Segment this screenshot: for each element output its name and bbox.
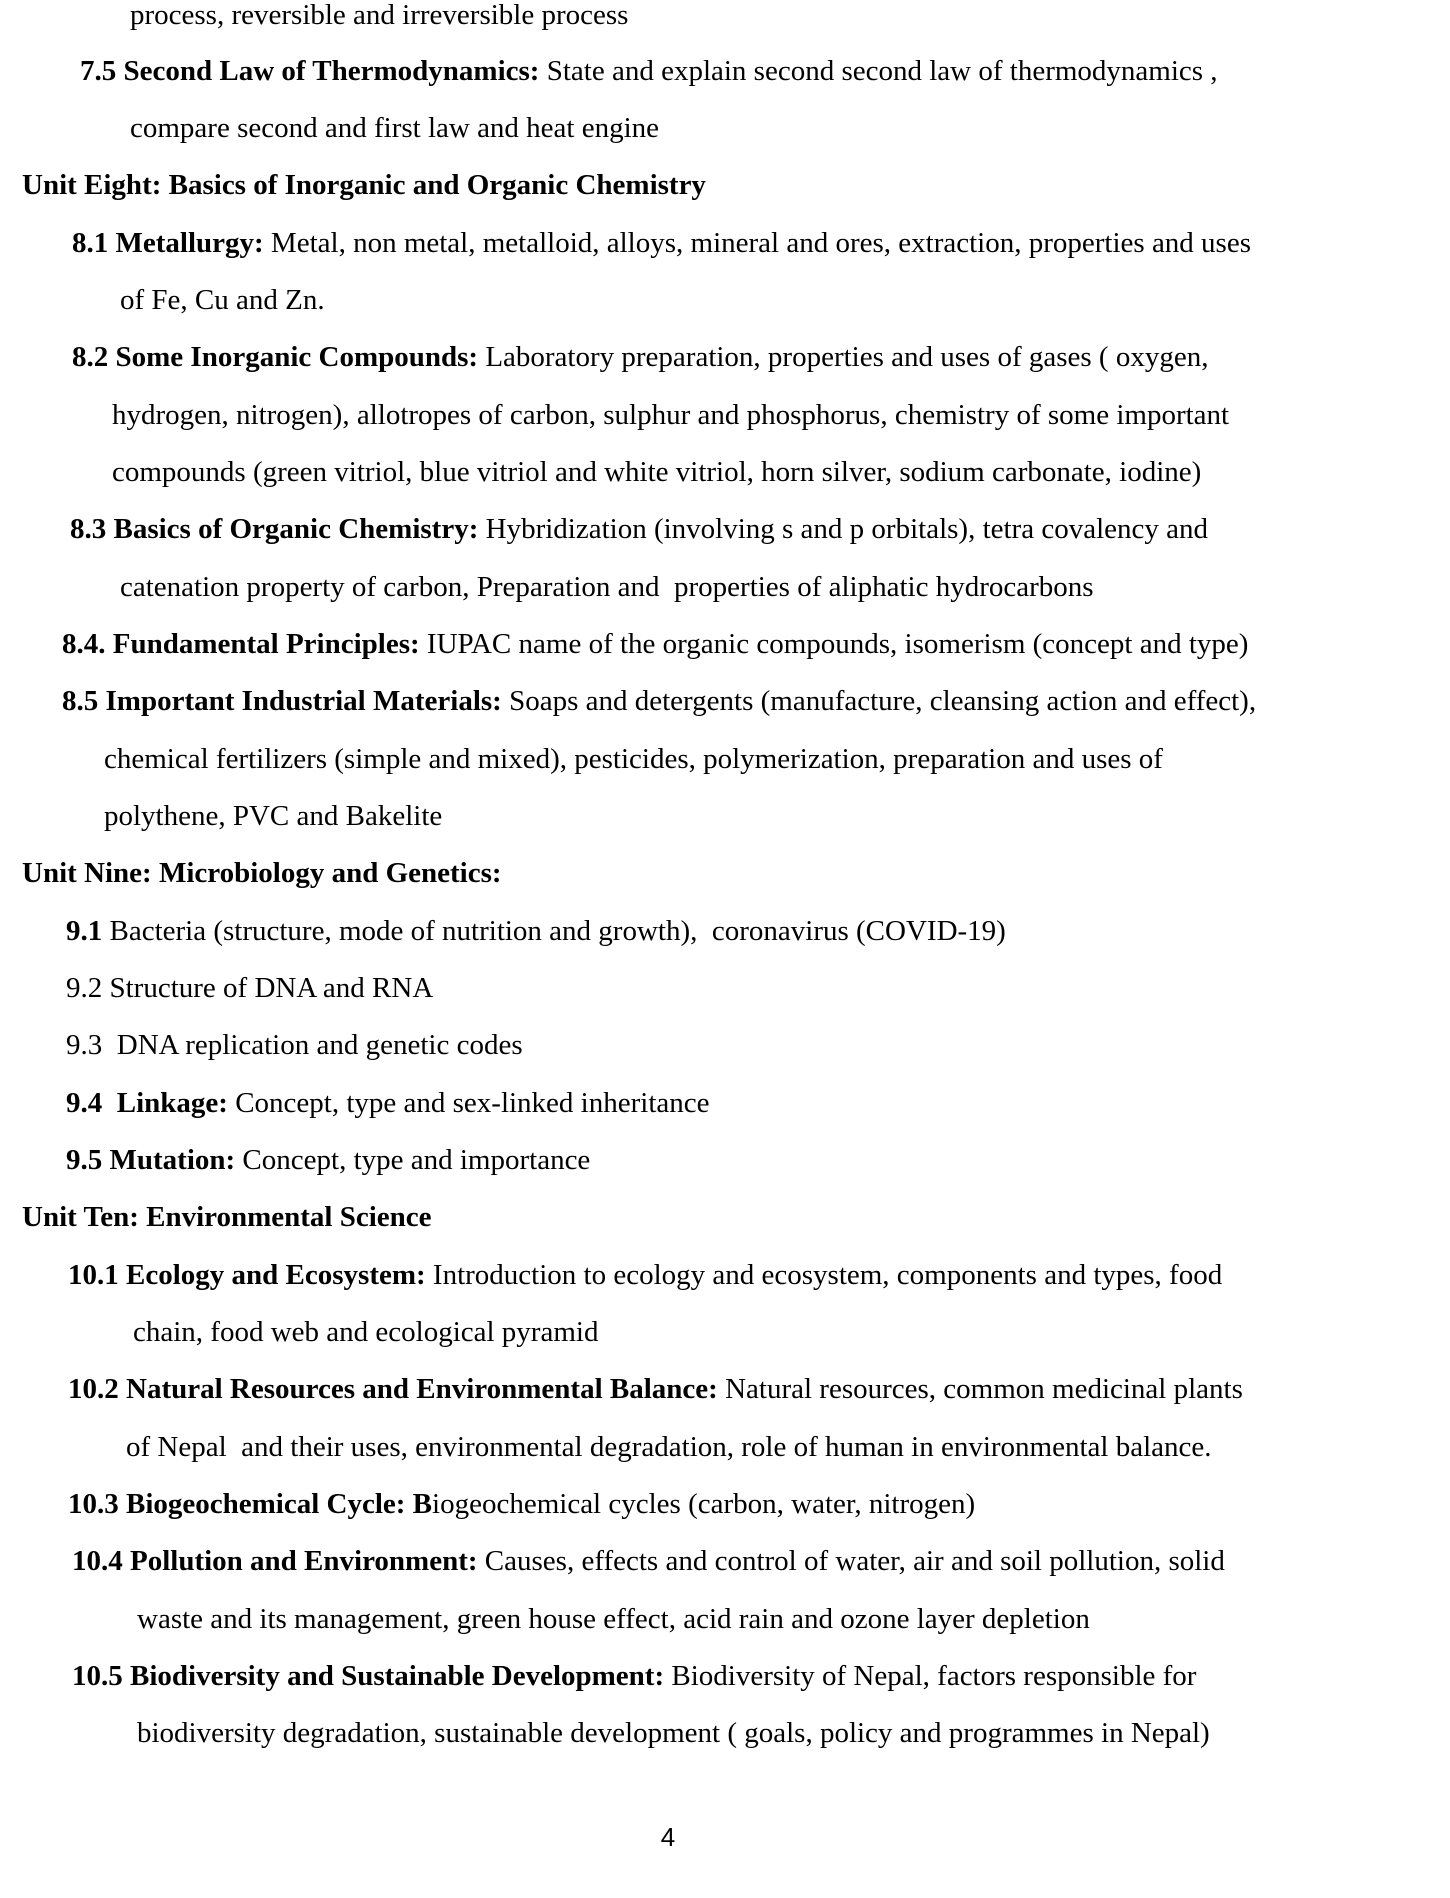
line-10-5-heading: 10.5 Biodiversity and Sustainable Development: Biodiversity of Nepal, factors responsible for xyxy=(72,1660,1197,1692)
line-8-3-continuation: catenation property of carbon, Preparation and properties of aliphatic hydrocarbons xyxy=(120,571,1094,603)
line-9-1: 9.1 Bacteria (structure, mode of nutrition and growth), coronavirus (COVID-19) xyxy=(66,915,1006,947)
unit-nine-heading: Unit Nine: Microbiology and Genetics: xyxy=(22,857,502,889)
line-10-4-continuation: waste and its management, green house effect, acid rain and ozone layer depletion xyxy=(137,1603,1090,1635)
line-9-2: 9.2 Structure of DNA and RNA xyxy=(66,972,434,1004)
line-8-5-continuation-1: chemical fertilizers (simple and mixed), pesticides, polymerization, preparation and uses of xyxy=(104,743,1163,775)
line-8-2-continuation-1: hydrogen, nitrogen), allotropes of carbon, sulphur and phosphorus, chemistry of some important xyxy=(112,399,1230,431)
line-7-4-continuation: process, reversible and irreversible process xyxy=(130,0,629,31)
line-8-5-heading: 8.5 Important Industrial Materials: Soaps and detergents (manufacture, cleansing action and effect), xyxy=(62,685,1257,717)
line-10-4-heading: 10.4 Pollution and Environment: Causes, effects and control of water, air and soil pollution, solid xyxy=(72,1545,1225,1577)
line-10-2-continuation: of Nepal and their uses, environmental degradation, role of human in environmental balance. xyxy=(126,1431,1212,1463)
line-9-4: 9.4 Linkage: Concept, type and sex-linked inheritance xyxy=(66,1087,710,1119)
line-10-2-heading: 10.2 Natural Resources and Environmental Balance: Natural resources, common medicinal plants xyxy=(68,1373,1243,1405)
line-7-5-heading: 7.5 Second Law of Thermodynamics: State and explain second second law of thermodynamics , xyxy=(80,55,1218,87)
line-7-5-continuation: compare second and first law and heat engine xyxy=(130,112,660,144)
line-9-5: 9.5 Mutation: Concept, type and importance xyxy=(66,1144,591,1176)
line-9-3: 9.3 DNA replication and genetic codes xyxy=(66,1029,523,1061)
page-number: 4 xyxy=(660,1822,676,1852)
unit-ten-heading: Unit Ten: Environmental Science xyxy=(22,1201,432,1233)
line-8-4-heading: 8.4. Fundamental Principles: IUPAC name of the organic compounds, isomerism (concept and type) xyxy=(62,628,1249,660)
line-10-5-continuation: biodiversity degradation, sustainable development ( goals, policy and programmes in Nepal) xyxy=(137,1717,1210,1749)
line-8-5-continuation-2: polythene, PVC and Bakelite xyxy=(104,800,443,832)
line-8-3-heading: 8.3 Basics of Organic Chemistry: Hybridization (involving s and p orbitals), tetra covalency and xyxy=(70,513,1209,545)
line-10-3: 10.3 Biogeochemical Cycle: Biogeochemical cycles (carbon, water, nitrogen) xyxy=(68,1488,976,1520)
unit-eight-heading: Unit Eight: Basics of Inorganic and Organic Chemistry xyxy=(22,169,706,201)
line-8-2-heading: 8.2 Some Inorganic Compounds: Laboratory preparation, properties and uses of gases ( oxygen, xyxy=(72,341,1209,373)
line-10-1-heading: 10.1 Ecology and Ecosystem: Introduction to ecology and ecosystem, components and types, food xyxy=(68,1259,1223,1291)
line-8-1-heading: 8.1 Metallurgy: Metal, non metal, metalloid, alloys, mineral and ores, extraction, properties and uses xyxy=(72,227,1252,259)
line-8-1-continuation: of Fe, Cu and Zn. xyxy=(120,284,325,316)
line-8-2-continuation-2: compounds (green vitriol, blue vitriol and white vitriol, horn silver, sodium carbonate, iodine) xyxy=(112,456,1202,488)
line-10-1-continuation: chain, food web and ecological pyramid xyxy=(133,1316,599,1348)
